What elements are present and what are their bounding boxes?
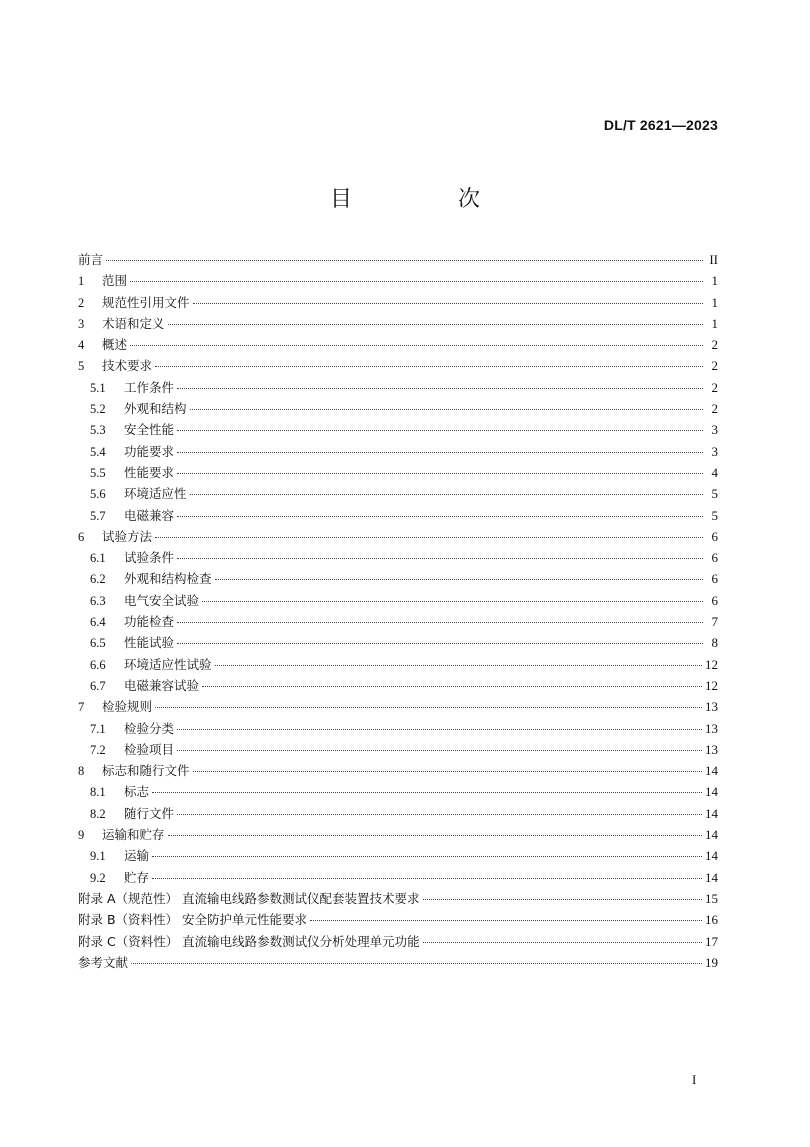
toc-entry-page: 12 [705,677,718,693]
toc-entry-page: 1 [711,315,718,331]
toc-entry-label: 概述 [102,337,128,353]
toc-entry-label: 附录 C（资料性） 直流输电线路参数测试仪分析处理单元功能 [78,933,420,949]
toc-entry[interactable] [78,889,718,910]
toc-entry[interactable] [78,335,718,356]
toc-entry[interactable] [78,676,718,697]
toc-entry[interactable] [78,420,718,441]
toc-dot-leader [190,409,703,410]
toc-entry[interactable] [78,782,718,803]
toc-entry-label: 随行文件 [124,805,175,821]
toc-entry-number: 7.2 [90,742,106,757]
toc-entry-label: 电磁兼容 [124,507,175,523]
toc-entry-label: 试验条件 [124,550,175,566]
toc-entry-page: 5 [711,486,718,502]
toc-entry[interactable] [78,271,718,292]
toc-dot-leader [130,345,703,346]
toc-dot-leader [193,303,703,304]
toc-entry-number: 5 [78,359,85,374]
toc-entry-number: 5.6 [90,487,106,502]
toc-entry-page: 14 [705,848,718,864]
table-of-contents [78,250,718,974]
toc-entry-label: 前言 [78,252,104,267]
toc-entry-number: 6.5 [90,636,106,651]
toc-entry-number: 4 [78,338,85,353]
toc-entry-page: 3 [711,443,718,459]
toc-entry-page: 6 [711,592,718,608]
toc-dot-leader [152,856,702,857]
toc-dot-leader [168,324,703,325]
toc-entry[interactable] [78,293,718,314]
toc-entry-number: 6.3 [90,593,106,608]
toc-entry[interactable] [78,868,718,889]
toc-entry-page: 2 [711,337,718,353]
toc-entry[interactable] [78,655,718,676]
toc-entry-page: 5 [711,507,718,523]
toc-dot-leader [202,601,703,602]
toc-entry[interactable] [78,506,718,527]
toc-entry-number: 6.2 [90,572,106,587]
toc-entry[interactable] [78,569,718,590]
toc-entry[interactable] [78,953,718,974]
toc-entry-label: 附录 B（资料性） 安全防护单元性能要求 [78,912,308,928]
toc-entry-page: 7 [711,614,718,630]
toc-entry-label: 检验分类 [124,720,175,736]
toc-entry-label: 规范性引用文件 [102,294,190,310]
toc-entry[interactable] [78,463,718,484]
toc-dot-leader [177,729,702,730]
toc-entry-page: 14 [705,869,718,885]
toc-entry-page: 16 [705,912,718,928]
standard-code: DL/T 2621—2023 [603,117,718,133]
toc-entry-label: 贮存 [124,869,150,885]
toc-dot-leader [177,473,703,474]
toc-entry[interactable] [78,484,718,505]
toc-dot-leader [177,814,702,815]
toc-entry-label: 检验规则 [102,699,153,715]
toc-entry-page: II [709,252,718,267]
toc-entry-label: 环境适应性 [124,486,187,502]
toc-entry-label: 运输和贮存 [102,827,165,843]
toc-entry[interactable] [78,548,718,569]
toc-entry[interactable] [78,527,718,548]
toc-dot-leader [177,516,703,517]
toc-entry-number: 5.7 [90,508,106,523]
toc-entry-page: 1 [711,273,718,289]
toc-entry[interactable] [78,633,718,654]
toc-entry[interactable] [78,825,718,846]
toc-dot-leader [177,750,702,751]
toc-entry-number: 7 [78,700,85,715]
toc-entry-number: 9 [78,828,85,843]
toc-dot-leader [106,260,703,261]
toc-entry-number: 8.2 [90,806,106,821]
toc-entry-number: 1 [78,274,85,289]
toc-entry-page: 2 [711,358,718,374]
toc-dot-leader [215,579,703,580]
toc-entry-label: 范围 [102,273,128,289]
toc-dot-leader [423,942,702,943]
toc-entry-page: 17 [705,933,718,949]
toc-entry-label: 运输 [124,848,150,864]
toc-entry-number: 5.5 [90,465,106,480]
toc-dot-leader [177,622,703,623]
toc-entry-page: 15 [705,890,718,906]
toc-dot-leader [190,494,703,495]
toc-entry-label: 工作条件 [124,379,175,395]
toc-entry-page: 14 [705,763,718,779]
toc-entry[interactable] [78,442,718,463]
toc-entry-label: 技术要求 [102,358,153,374]
toc-entry[interactable] [78,932,718,953]
toc-entry-number: 9.1 [90,849,106,864]
toc-entry[interactable] [78,378,718,399]
toc-entry-number: 6.6 [90,657,106,672]
toc-dot-leader [130,281,703,282]
toc-entry-page: 14 [705,784,718,800]
toc-entry-page: 6 [711,571,718,587]
page-title: 目 次 [329,187,522,212]
toc-entry-label: 检验项目 [124,741,175,757]
toc-entry-label: 环境适应性试验 [124,656,212,672]
toc-entry-number: 6.7 [90,678,106,693]
toc-dot-leader [177,558,703,559]
toc-entry-number: 5.3 [90,423,106,438]
toc-entry-number: 2 [78,295,85,310]
toc-dot-leader [131,963,702,964]
toc-entry-number: 8.1 [90,785,106,800]
toc-entry[interactable] [78,761,718,782]
toc-dot-leader [193,771,702,772]
toc-entry-number: 6.1 [90,551,106,566]
toc-entry-page: 19 [705,954,718,970]
toc-dot-leader [215,665,702,666]
toc-entry-page: 13 [705,741,718,757]
toc-entry-label: 外观和结构检查 [124,571,212,587]
toc-entry[interactable] [78,846,718,867]
toc-dot-leader [168,835,702,836]
toc-entry-page: 6 [711,528,718,544]
toc-entry-page: 2 [711,401,718,417]
toc-entry-label: 电磁兼容试验 [124,677,200,693]
toc-entry-label: 性能试验 [124,635,175,651]
toc-entry-number: 3 [78,316,85,331]
toc-entry-number: 5.1 [90,380,106,395]
toc-dot-leader [155,707,702,708]
toc-entry[interactable] [78,740,718,761]
toc-entry[interactable] [78,314,718,335]
toc-entry-page: 1 [711,294,718,310]
toc-entry-label: 安全性能 [124,422,175,438]
toc-entry-page: 12 [705,656,718,672]
toc-entry[interactable] [78,399,718,420]
toc-entry-page: 14 [705,805,718,821]
toc-entry-page: 14 [705,827,718,843]
toc-dot-leader [155,537,703,538]
toc-dot-leader [177,430,703,431]
toc-entry[interactable] [78,804,718,825]
toc-entry-number: 7.1 [90,721,106,736]
toc-entry-page: 13 [705,720,718,736]
toc-dot-leader [310,920,702,921]
toc-dot-leader [152,792,702,793]
toc-entry-page: 13 [705,699,718,715]
toc-entry-label: 功能要求 [124,443,175,459]
toc-entry[interactable] [78,591,718,612]
toc-dot-leader [177,452,703,453]
toc-entry-label: 试验方法 [102,528,153,544]
toc-entry-label: 电气安全试验 [124,592,200,608]
toc-dot-leader [155,366,703,367]
toc-entry-number: 6.4 [90,615,106,630]
toc-entry-label: 附录 A（规范性） 直流输电线路参数测试仪配套装置技术要求 [78,890,420,906]
toc-dot-leader [177,643,703,644]
toc-entry[interactable] [78,356,718,377]
toc-entry-label: 外观和结构 [124,401,187,417]
toc-entry[interactable] [78,910,718,931]
toc-entry-number: 5.4 [90,444,106,459]
toc-entry-number: 8 [78,764,85,779]
toc-entry[interactable] [78,697,718,718]
toc-entry-page: 8 [711,635,718,651]
toc-dot-leader [177,388,703,389]
toc-entry-label: 术语和定义 [102,315,165,331]
toc-entry-label: 标志和随行文件 [102,763,190,779]
toc-entry-label: 功能检查 [124,614,175,630]
toc-entry[interactable] [78,612,718,633]
toc-entry-number: 5.2 [90,402,106,417]
toc-entry-label: 标志 [124,784,150,800]
toc-entry-page: 3 [711,422,718,438]
toc-dot-leader [423,899,703,900]
toc-entry-label: 性能要求 [124,464,175,480]
toc-entry-page: 4 [711,464,718,480]
toc-entry-page: 2 [711,379,718,395]
toc-entry-number: 6 [78,529,85,544]
toc-entry-page: 6 [711,550,718,566]
toc-entry[interactable] [78,719,718,740]
toc-entry-label: 参考文献 [78,954,129,970]
toc-entry-number: 9.2 [90,870,106,885]
footer-page-number: I [692,1072,697,1087]
toc-dot-leader [202,686,702,687]
toc-entry[interactable] [78,250,718,271]
toc-dot-leader [152,878,702,879]
